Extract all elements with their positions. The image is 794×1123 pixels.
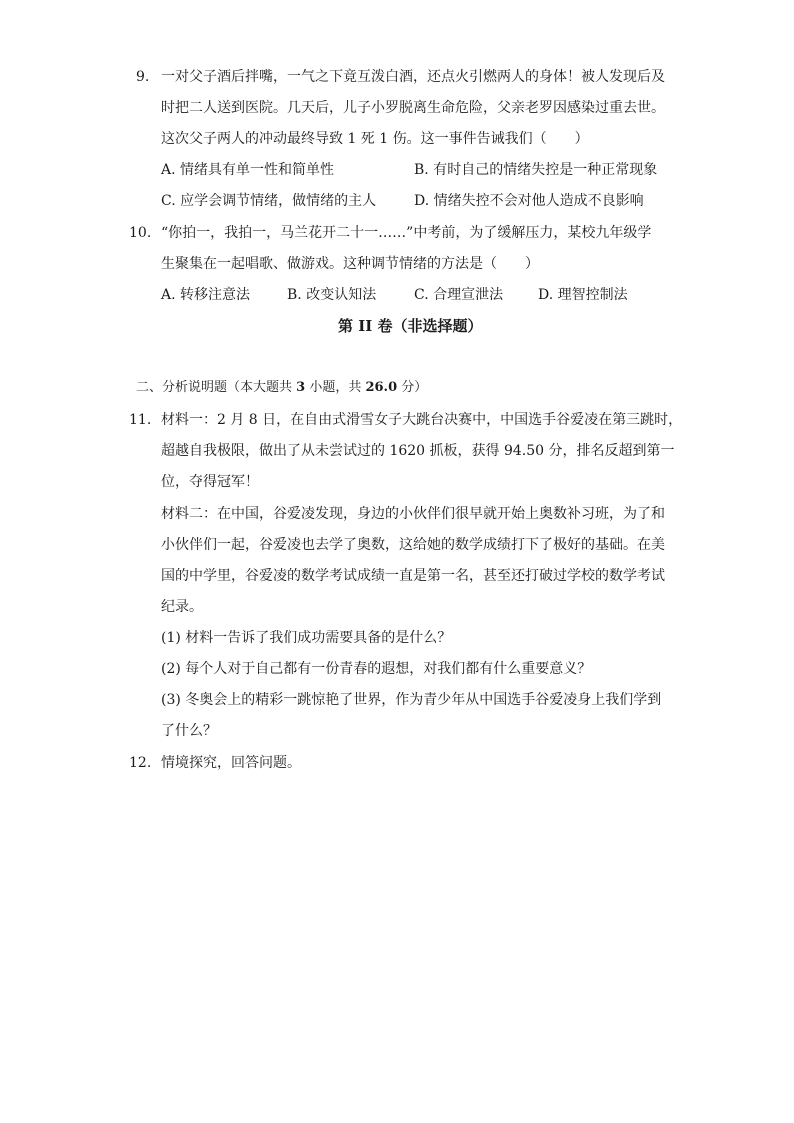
question-number: 12. xyxy=(129,755,152,771)
option-a: A. 情绪具有单一性和简单性 xyxy=(161,162,335,178)
question-number: 9. xyxy=(136,69,150,85)
part-title: 第 II 卷（非选择题） xyxy=(338,317,483,335)
material-line: 国的中学里，谷爱凌的数学考试成绩一直是第一名，甚至还打破过学校的数学考试 xyxy=(161,568,665,584)
question-number: 10. xyxy=(129,225,152,241)
question-text-line: 时把二人送到医院。几天后，儿子小罗脱离生命危险，父亲老罗因感染过重去世。 xyxy=(161,100,665,116)
option-a: A. 转移注意法 xyxy=(161,287,251,303)
section-heading-suffix: 分） xyxy=(397,380,428,395)
sub-question-2: (2) 每个人对于自己都有一份青春的遐想，对我们都有什么重要意义？ xyxy=(161,661,592,677)
option-c: C. 合理宣泄法 xyxy=(414,287,504,303)
material-line: 材料二：在中国，谷爱凌发现，身边的小伙伴们很早就开始上奥数补习班，为了和 xyxy=(161,506,665,522)
section-heading-middle: 小题，共 xyxy=(305,380,366,395)
question-text-line: 生聚集在一起唱歌、做游戏。这种调节情绪的方法是（ ） xyxy=(161,256,539,272)
material-line: 纪录。 xyxy=(161,599,203,615)
section-heading-prefix: 二、分析说明题（本大题共 xyxy=(136,380,297,395)
material-line: 材料一：2 月 8 日，在自由式滑雪女子大跳台决赛中，中国选手谷爱凌在第三跳时， xyxy=(161,412,683,428)
material-line: 小伙伴们一起，谷爱凌也去学了奥数，这给她的数学成绩打下了极好的基础。在美 xyxy=(161,537,665,553)
sub-question-1: (1) 材料一告诉了我们成功需要具备的是什么？ xyxy=(161,630,452,646)
option-d: D. 理智控制法 xyxy=(538,287,628,303)
material-line: 超越自我极限，做出了从未尝试过的 1620 抓板，获得 94.50 分，排名反超到第一 xyxy=(161,443,675,459)
question-number: 11. xyxy=(129,412,152,428)
material-line: 位，夺得冠军！ xyxy=(161,474,259,490)
sub-question-3-cont: 了什么？ xyxy=(161,723,217,739)
option-b: B. 改变认知法 xyxy=(287,287,377,303)
option-c: C. 应学会调节情绪，做情绪的主人 xyxy=(161,193,377,209)
question-text-line: 情境探究，回答问题。 xyxy=(161,755,301,771)
total-score: 26.0 xyxy=(365,380,398,395)
option-d: D. 情绪失控不会对他人造成不良影响 xyxy=(414,193,644,209)
section-heading xyxy=(136,378,427,398)
option-b: B. 有时自己的情绪失控是一种正常现象 xyxy=(414,162,658,178)
question-text-line: 一对父子酒后拌嘴，一气之下竟互泼白酒，还点火引燃两人的身体！被人发现后及 xyxy=(161,69,665,85)
sub-question-3: (3) 冬奥会上的精彩一跳惊艳了世界，作为青少年从中国选手谷爱凌身上我们学到 xyxy=(161,692,662,708)
question-text-line: “你拍一，我拍一，马兰花开二十一……”中考前，为了缓解压力，某校九年级学 xyxy=(161,225,652,241)
question-text-line: 这次父子两人的冲动最终导致 1 死 1 伤。这一事件告诫我们（ ） xyxy=(161,131,589,147)
question-count: 3 xyxy=(296,380,306,395)
